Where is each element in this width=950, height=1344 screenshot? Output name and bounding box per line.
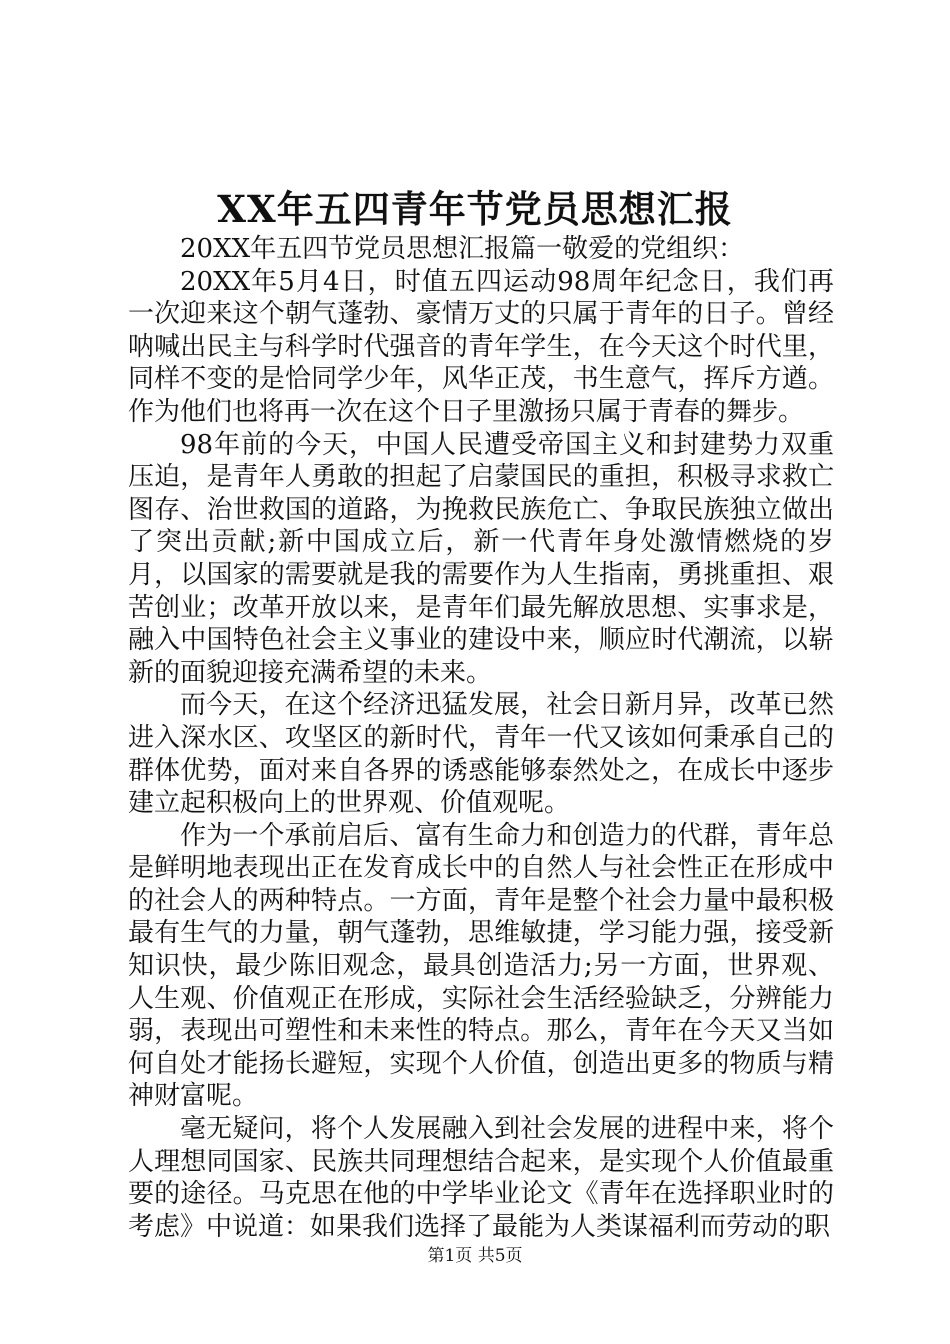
paragraph: 而今天，在这个经济迅猛发展，社会日新月异，改革已然进入深水区、攻坚区的新时代，青年一代又该如何秉承自己的群体优势，面对来自各界的诱惑能够泰然处之，在成长中逐步建立起积极向上的世界观、价值观呢。 [128, 690, 834, 819]
paragraph: 毫无疑问，将个人发展融入到社会发展的进程中来，将个人理想同国家、民族共同理想结合起来，是实现个人价值最重要的途径。马克思在他的中学毕业论文《青年在选择职业时的考虑》中说道：如果我们选择了最能为人类谋福利而劳动的职 [128, 1114, 834, 1242]
paragraph: 20XX年5月4日，时值五四运动98周年纪念日，我们再一次迎来这个朝气蓬勃、豪情万丈的只属于青年的日子。曾经呐喊出民主与科学时代强音的青年学生，在今天这个时代里，同样不变的是恰同学少年，风华正茂，书生意气，挥斥方遒。作为他们也将再一次在这个日子里激扬只属于青春的舞步。 [128, 266, 834, 427]
page-number-footer: 第1页 共5页 [427, 1246, 523, 1266]
paragraph: 作为一个承前启后、富有生命力和创造力的代群，青年总是鲜明地表现出正在发育成长中的自然人与社会性正在形成中的社会人的两种特点。一方面，青年是整个社会力量中最积极最有生气的力量，朝气蓬勃，思维敏捷，学习能力强，接受新知识快，最少陈旧观念，最具创造活力;另一方面，世界观、人生观、价值观正在形成，实际社会生活经验缺乏，分辨能力弱，表现出可塑性和未来性的特点。那么，青年在今天又当如何自处才能扬长避短，实现个人价值，创造出更多的物质与精神财富呢。 [128, 820, 834, 1112]
paragraph: 20XX年五四节党员思想汇报篇一敬爱的党组织： [180, 234, 745, 264]
document-title: XX年五四青年节党员思想汇报 [217, 187, 733, 231]
document-body [128, 233, 834, 1243]
paragraph: 98年前的今天，中国人民遭受帝国主义和封建势力双重压迫，是青年人勇敢的担起了启蒙国民的重担，积极寻求救亡图存、治世救国的道路，为挽救民族危亡、争取民族独立做出了突出贡献;新中国成立后，新一代青年身处激情燃烧的岁月，以国家的需要就是我的需要作为人生指南，勇挑重担、艰苦创业；改革开放以来，是青年们最先解放思想、实事求是，融入中国特色社会主义事业的建设中来，顺应时代潮流，以崭新的面貌迎接充满希望的未来。 [128, 429, 834, 688]
